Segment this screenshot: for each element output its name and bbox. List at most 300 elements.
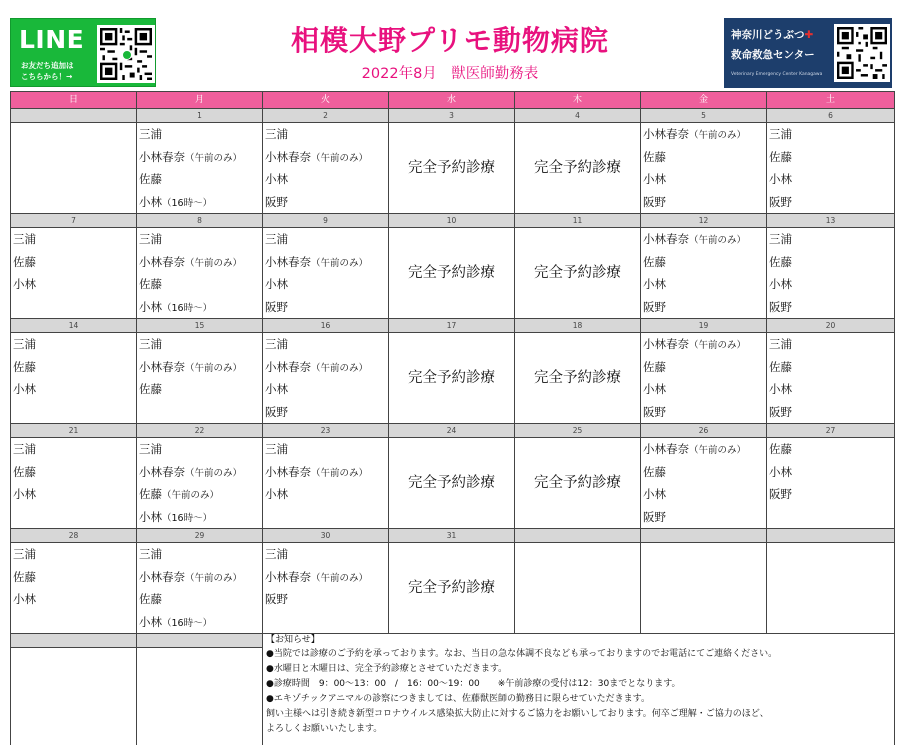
- day-cell: [11, 438, 137, 529]
- day-cell: [767, 228, 895, 319]
- notice-line: ●当院では診療のご予約を承っております。なお、当日の急な体調不良なども承っておりますのでお電話にてご連絡ください。: [266, 649, 778, 659]
- vet-name: 佐藤: [139, 592, 162, 606]
- vet-name: 小林春奈: [643, 127, 689, 141]
- vet-name: 三浦: [265, 547, 288, 561]
- vet-entry: [767, 273, 894, 296]
- vet-name: 三浦: [265, 232, 288, 246]
- day-cell: [767, 438, 895, 529]
- vet-name: 小林: [769, 382, 792, 396]
- reservation-only-label: 完全予約診療: [534, 369, 621, 386]
- vet-name: 小林春奈: [265, 254, 311, 269]
- shift-note: （午前のみ）: [689, 235, 747, 246]
- vet-entry: [263, 461, 388, 484]
- vet-name: 小林春奈: [643, 232, 689, 246]
- date-number-row: [11, 319, 895, 333]
- vet-name: 小林: [643, 487, 666, 501]
- vet-entry: [137, 273, 262, 296]
- shift-note: （午前のみ）: [162, 490, 220, 501]
- date-number: 7: [11, 214, 137, 228]
- vet-name: 小林: [13, 487, 36, 501]
- vet-name: 三浦: [265, 127, 288, 141]
- vet-entry: [767, 483, 894, 506]
- vet-name: 三浦: [769, 232, 792, 246]
- vet-name: 小林: [13, 382, 36, 396]
- shift-note: （午前のみ）: [311, 257, 369, 269]
- vet-name: 阪野: [643, 299, 666, 314]
- date-number: 3: [389, 109, 515, 123]
- vet-name: 三浦: [139, 547, 162, 561]
- day-cell: [263, 333, 389, 424]
- emergency-center-english-name: Veterinary Emergency Center Kanagawa: [731, 72, 823, 77]
- vet-entry: [11, 543, 136, 566]
- day-cell: [515, 123, 641, 214]
- line-qr-code-icon[interactable]: [97, 25, 155, 83]
- vet-name: 小林春奈: [265, 569, 311, 584]
- weekday-tue: 火: [263, 92, 389, 109]
- date-number: 20: [767, 319, 895, 333]
- vet-name: 阪野: [265, 299, 288, 314]
- date-number: 28: [11, 529, 137, 543]
- vet-entry: [137, 228, 262, 251]
- reservation-only-label: 完全予約診療: [534, 264, 621, 281]
- duty-row: [11, 438, 895, 529]
- vet-name: 佐藤: [643, 464, 666, 479]
- date-number: 22: [137, 424, 263, 438]
- vet-entry: [263, 296, 388, 319]
- line-logo-text: LINE: [19, 25, 85, 54]
- vet-name: 佐藤: [139, 172, 162, 186]
- day-cell: [389, 228, 515, 319]
- vet-entry: [767, 168, 894, 191]
- shift-note: （16時～）: [162, 197, 213, 209]
- vet-entry: [11, 483, 136, 506]
- vet-name: 三浦: [13, 547, 36, 561]
- vet-entry: [11, 356, 136, 379]
- vet-entry: [137, 543, 262, 566]
- vet-entry: [137, 191, 262, 214]
- duty-row: [11, 543, 895, 634]
- date-number: 21: [11, 424, 137, 438]
- notice-line: 飼い主様へは引き続き新型コロナウイルス感染拡大防止に対するご協力をお願いしております。何卒ご理解・ご協力のほど、: [266, 709, 769, 719]
- vet-entry: [641, 296, 766, 319]
- day-cell: [767, 333, 895, 424]
- shift-note: （午前のみ）: [689, 445, 747, 456]
- reservation-only-label: 完全予約診療: [408, 579, 495, 596]
- vet-name: 小林: [769, 172, 792, 186]
- vet-entry: [767, 251, 894, 274]
- vet-name: 阪野: [643, 404, 666, 419]
- day-cell: [515, 543, 641, 634]
- weekday-sat: 土: [767, 92, 895, 109]
- date-number: 25: [515, 424, 641, 438]
- vet-name: 阪野: [769, 194, 792, 209]
- vet-entry: [263, 146, 388, 169]
- date-number: 10: [389, 214, 515, 228]
- day-cell: [767, 123, 895, 214]
- day-cell: [263, 228, 389, 319]
- day-cell: [11, 123, 137, 214]
- notice-line: よろしくお願いいたします。: [266, 724, 383, 734]
- notice-num-spacer: [137, 634, 263, 648]
- vet-name: 小林春奈: [139, 149, 185, 164]
- day-cell: [389, 333, 515, 424]
- emergency-center-name-line1: 神奈川どうぶつ✚: [731, 29, 814, 41]
- date-number-row: [11, 424, 895, 438]
- vet-name: 小林: [643, 382, 666, 396]
- day-cell: [515, 333, 641, 424]
- date-number: 16: [263, 319, 389, 333]
- emergency-center-qr-code-icon[interactable]: [834, 24, 890, 82]
- date-number: 27: [767, 424, 895, 438]
- vet-entry: [641, 273, 766, 296]
- day-cell: [11, 228, 137, 319]
- vet-entry: [263, 543, 388, 566]
- vet-name: 佐藤: [13, 464, 36, 479]
- reservation-only-label: 完全予約診療: [408, 264, 495, 281]
- vet-entry: [767, 356, 894, 379]
- day-cell: [137, 543, 263, 634]
- vet-name: 阪野: [769, 487, 792, 501]
- vet-name: 小林: [139, 299, 162, 314]
- vet-entry: [137, 168, 262, 191]
- day-cell: [641, 333, 767, 424]
- date-number: 26: [641, 424, 767, 438]
- vet-entry: [11, 273, 136, 296]
- vet-entry: [767, 228, 894, 251]
- notice-title: 【お知らせ】: [266, 635, 320, 645]
- vet-entry: [263, 191, 388, 214]
- notice-num-spacer: [11, 634, 137, 648]
- vet-entry: [263, 438, 388, 461]
- date-number: 30: [263, 529, 389, 543]
- day-cell: [389, 438, 515, 529]
- day-cell: [641, 228, 767, 319]
- vet-entry: [641, 356, 766, 379]
- date-number: 17: [389, 319, 515, 333]
- vet-entry: [641, 251, 766, 274]
- date-number-row: [11, 109, 895, 123]
- shift-note: （16時～）: [162, 617, 213, 629]
- vet-entry: [641, 333, 766, 356]
- vet-name: 小林: [139, 614, 162, 629]
- date-number: 18: [515, 319, 641, 333]
- day-cell: [263, 123, 389, 214]
- date-number: [767, 529, 895, 543]
- vet-entry: [641, 401, 766, 424]
- vet-entry: [263, 251, 388, 274]
- red-cross-icon: ✚: [804, 29, 814, 41]
- date-number: 8: [137, 214, 263, 228]
- vet-name: 三浦: [139, 232, 162, 246]
- shift-note: （午前のみ）: [185, 257, 243, 269]
- vet-name: 佐藤: [769, 254, 792, 269]
- vet-entry: [641, 191, 766, 214]
- line-add-friend-caption: お友だち追加は こちらから！→: [21, 61, 74, 81]
- vet-name: 小林春奈: [265, 359, 311, 374]
- shift-note: （午前のみ）: [311, 572, 369, 584]
- vet-entry: [137, 588, 262, 611]
- vet-name: 阪野: [265, 404, 288, 419]
- vet-entry: [11, 461, 136, 484]
- vet-entry: [11, 333, 136, 356]
- vet-entry: [641, 506, 766, 529]
- vet-name: 小林春奈: [139, 359, 185, 374]
- reservation-only-label: 完全予約診療: [408, 369, 495, 386]
- weekday-wed: 水: [389, 92, 515, 109]
- notice-line: ●診療時間 9：00～13：00 / 16：00～19：00 ※午前診療の受付は12：30までとなります。: [266, 679, 681, 689]
- emergency-center-badge[interactable]: [724, 18, 892, 88]
- vet-entry: [767, 401, 894, 424]
- vet-name: 小林春奈: [643, 442, 689, 456]
- vet-name: 小林春奈: [265, 464, 311, 479]
- day-cell: [137, 438, 263, 529]
- vet-name: 小林: [265, 277, 288, 291]
- date-number: 5: [641, 109, 767, 123]
- vet-name: 佐藤: [139, 277, 162, 291]
- vet-name: 小林: [265, 487, 288, 501]
- weekday-thu: 木: [515, 92, 641, 109]
- reservation-only-label: 完全予約診療: [408, 474, 495, 491]
- shift-note: （午前のみ）: [311, 467, 369, 479]
- notice-line: ●エキゾチックアニマルの診察につきましては、佐藤獣医師の勤務日に限らせていただきます。: [266, 694, 650, 704]
- vet-entry: [263, 401, 388, 424]
- notice-line: ●水曜日と木曜日は、完全予約診療とさせていただきます。: [266, 664, 508, 674]
- vet-entry: [263, 228, 388, 251]
- vet-name: 阪野: [265, 194, 288, 209]
- date-number: 6: [767, 109, 895, 123]
- date-number: 31: [389, 529, 515, 543]
- vet-entry: [11, 378, 136, 401]
- vet-entry: [137, 146, 262, 169]
- shift-note: （午前のみ）: [311, 152, 369, 164]
- vet-entry: [641, 123, 766, 146]
- day-cell: [515, 438, 641, 529]
- line-chat-icon: [122, 50, 132, 60]
- vet-name: 佐藤: [769, 149, 792, 164]
- vet-name: 三浦: [13, 337, 36, 351]
- date-number: 19: [641, 319, 767, 333]
- vet-name: 小林: [769, 464, 792, 479]
- vet-entry: [263, 588, 388, 611]
- shift-note: （午前のみ）: [689, 130, 747, 141]
- vet-entry: [137, 461, 262, 484]
- date-number: 2: [263, 109, 389, 123]
- date-number: 29: [137, 529, 263, 543]
- date-number: 1: [137, 109, 263, 123]
- vet-name: 阪野: [769, 299, 792, 314]
- day-cell: [137, 228, 263, 319]
- reservation-only-label: 完全予約診療: [534, 474, 621, 491]
- date-number: 4: [515, 109, 641, 123]
- day-cell: [641, 438, 767, 529]
- shift-note: （16時～）: [162, 302, 213, 314]
- vet-entry: [137, 333, 262, 356]
- vet-entry: [767, 123, 894, 146]
- day-cell: [137, 123, 263, 214]
- weekday-fri: 金: [641, 92, 767, 109]
- shift-note: （午前のみ）: [185, 152, 243, 164]
- vet-entry: [263, 378, 388, 401]
- vet-name: 佐藤: [139, 487, 162, 501]
- shift-note: （午前のみ）: [311, 362, 369, 374]
- vet-entry: [137, 438, 262, 461]
- date-number: 24: [389, 424, 515, 438]
- day-cell: [11, 543, 137, 634]
- day-cell: [263, 438, 389, 529]
- date-number: [515, 529, 641, 543]
- vet-name: 三浦: [13, 232, 36, 246]
- shift-note: （午前のみ）: [185, 467, 243, 479]
- date-number: 13: [767, 214, 895, 228]
- day-cell: [137, 333, 263, 424]
- vet-entry: [767, 461, 894, 484]
- vet-name: 佐藤: [13, 569, 36, 584]
- vet-entry: [767, 333, 894, 356]
- vet-entry: [767, 438, 894, 461]
- vet-name: 阪野: [643, 509, 666, 524]
- vet-name: 小林春奈: [265, 149, 311, 164]
- day-cell: [641, 123, 767, 214]
- date-number: 23: [263, 424, 389, 438]
- vet-entry: [641, 228, 766, 251]
- vet-name: 三浦: [13, 442, 36, 456]
- day-cell: [515, 228, 641, 319]
- shift-note: （16時～）: [162, 512, 213, 524]
- vet-name: 三浦: [139, 442, 162, 456]
- vet-name: 小林春奈: [139, 569, 185, 584]
- notice-box: [263, 634, 895, 745]
- weekday-mon: 月: [137, 92, 263, 109]
- vet-name: 佐藤: [13, 254, 36, 269]
- vet-entry: [11, 228, 136, 251]
- vet-name: 小林春奈: [643, 337, 689, 351]
- date-number: 14: [11, 319, 137, 333]
- weekday-header-row: [11, 92, 895, 109]
- vet-name: 佐藤: [769, 442, 792, 456]
- date-number: 12: [641, 214, 767, 228]
- vet-entry: [641, 461, 766, 484]
- vet-name: 小林: [139, 509, 162, 524]
- vet-name: 佐藤: [643, 149, 666, 164]
- shift-note: （午前のみ）: [689, 340, 747, 351]
- date-number: [11, 109, 137, 123]
- date-number: 9: [263, 214, 389, 228]
- vet-entry: [641, 378, 766, 401]
- page-title: 相模大野プリモ動物病院: [291, 24, 609, 57]
- vet-entry: [767, 296, 894, 319]
- vet-entry: [137, 296, 262, 319]
- date-number-row: [11, 529, 895, 543]
- vet-name: 佐藤: [643, 254, 666, 269]
- vet-entry: [263, 168, 388, 191]
- vet-entry: [641, 146, 766, 169]
- vet-entry: [137, 506, 262, 529]
- vet-name: 小林: [643, 172, 666, 186]
- vet-entry: [11, 588, 136, 611]
- vet-name: 佐藤: [13, 359, 36, 374]
- day-cell: [389, 543, 515, 634]
- vet-name: 阪野: [265, 592, 288, 606]
- vet-entry: [263, 123, 388, 146]
- notice-empty-cell: [11, 648, 137, 745]
- vet-name: 三浦: [265, 337, 288, 351]
- weekday-sun: 日: [11, 92, 137, 109]
- vet-name: 小林: [13, 277, 36, 291]
- vet-name: 小林春奈: [139, 254, 185, 269]
- shift-note: （午前のみ）: [185, 572, 243, 584]
- vet-entry: [767, 146, 894, 169]
- vet-entry: [137, 123, 262, 146]
- vet-name: 三浦: [769, 337, 792, 351]
- vet-entry: [263, 566, 388, 589]
- day-cell: [263, 543, 389, 634]
- vet-entry: [137, 483, 262, 506]
- vet-entry: [263, 483, 388, 506]
- vet-name: 三浦: [265, 442, 288, 456]
- vet-name: 小林: [265, 172, 288, 186]
- vet-entry: [263, 273, 388, 296]
- duty-row: [11, 123, 895, 214]
- page-subtitle: 2022年8月 獣医師勤務表: [361, 66, 539, 82]
- emergency-center-name-line2: 救命救急センター: [731, 49, 815, 61]
- vet-entry: [137, 566, 262, 589]
- vet-entry: [11, 438, 136, 461]
- reservation-only-label: 完全予約診療: [534, 159, 621, 176]
- day-cell: [641, 543, 767, 634]
- vet-entry: [263, 356, 388, 379]
- vet-name: 佐藤: [769, 359, 792, 374]
- vet-entry: [263, 333, 388, 356]
- vet-entry: [641, 438, 766, 461]
- date-number: 11: [515, 214, 641, 228]
- vet-name: 三浦: [139, 127, 162, 141]
- vet-name: 佐藤: [643, 359, 666, 374]
- notice-header-row: [11, 634, 895, 648]
- duty-calendar-table: [10, 91, 895, 745]
- vet-entry: [767, 191, 894, 214]
- vet-name: 小林: [139, 194, 162, 209]
- vet-name: 三浦: [769, 127, 792, 141]
- duty-row: [11, 333, 895, 424]
- shift-note: （午前のみ）: [185, 362, 243, 374]
- vet-entry: [11, 566, 136, 589]
- vet-entry: [137, 378, 262, 401]
- vet-name: 阪野: [769, 404, 792, 419]
- vet-name: 小林: [13, 592, 36, 606]
- day-cell: [389, 123, 515, 214]
- vet-name: 阪野: [643, 194, 666, 209]
- vet-entry: [11, 251, 136, 274]
- date-number-row: [11, 214, 895, 228]
- line-add-friend-badge[interactable]: [10, 18, 156, 87]
- reservation-only-label: 完全予約診療: [408, 159, 495, 176]
- vet-name: 小林: [265, 382, 288, 396]
- date-number: 15: [137, 319, 263, 333]
- duty-row: [11, 228, 895, 319]
- day-cell: [767, 543, 895, 634]
- vet-entry: [137, 611, 262, 634]
- vet-name: 小林春奈: [139, 464, 185, 479]
- vet-name: 三浦: [139, 337, 162, 351]
- notice-empty-cell: [137, 648, 263, 745]
- date-number: [641, 529, 767, 543]
- vet-entry: [641, 483, 766, 506]
- vet-entry: [137, 251, 262, 274]
- vet-name: 小林: [769, 277, 792, 291]
- vet-entry: [137, 356, 262, 379]
- day-cell: [11, 333, 137, 424]
- vet-entry: [641, 168, 766, 191]
